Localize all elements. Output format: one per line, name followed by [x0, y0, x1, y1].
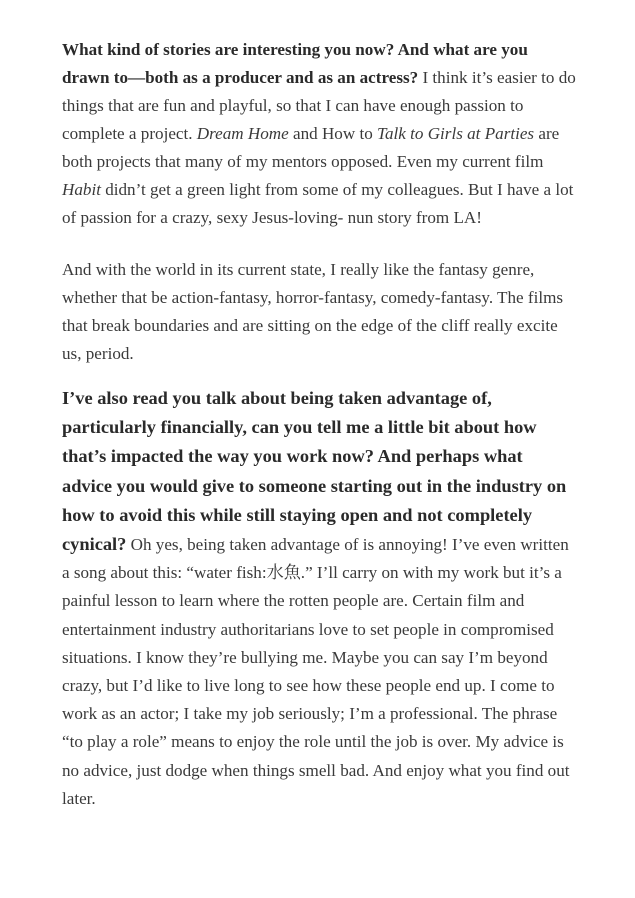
answer-1-text-a: I think it’s easier to do things that are fun and playful, so that I can have enough passion to complete a project. — [62, 68, 576, 143]
interview-paragraph-1 — [62, 36, 577, 232]
interview-paragraph-2: And with the world in its current state, I really like the fantasy genre, whether that be action-fantasy, horror-fantasy, comedy-fantasy. The films that break boundaries and are sitting on the edge of the cliff really excite us, period. — [62, 260, 564, 363]
interview-paragraph-3 — [62, 384, 577, 813]
film-title-dream-home: Dream Home — [196, 124, 289, 143]
film-title-talk-to-girls: Talk to Girls at Parties — [377, 124, 535, 143]
interview-question-1: What kind of stories are interesting you now? And what are you drawn to—both as a producer and as an actress? — [62, 40, 528, 87]
interview-question-2: I’ve also read you talk about being taken advantage of, particularly financially, can you tell me a little bit about how that’s impacted the way you work now? And perhaps what advice you would give to someone starting out in the industry on how to avoid this while still staying open and not completely cynical? — [62, 388, 567, 555]
answer-1-text-d: didn’t get a green light from some of my colleagues. But I have a lot of passion for a crazy, sexy Jesus-loving- nun story from LA! — [62, 180, 574, 227]
article-body — [62, 36, 577, 813]
answer-2-text: Oh yes, being taken advantage of is annoying! I’ve even written a song about this: “water fish:水魚.” I’ll carry on with my work but it’s a painful lesson to learn where the rotten people are. Certain film and entertainment industry authoritarians love to set people in compromised situations. I know they’re bullying me. Maybe you can say I’m beyond crazy, but I’d like to live long to see how these people end up. I come to work as an actor; I take my job seriously; I’m a professional. The phrase “to play a role” means to enjoy the role until the job is over. My advice is no advice, just dodge when things smell bad. And enjoy what you find out later. — [62, 535, 570, 808]
film-title-habit: Habit — [62, 180, 101, 199]
answer-1-text-c: are both projects that many of my mentors opposed. Even my current film — [62, 124, 560, 171]
answer-1-text-b: and How to — [288, 124, 378, 143]
